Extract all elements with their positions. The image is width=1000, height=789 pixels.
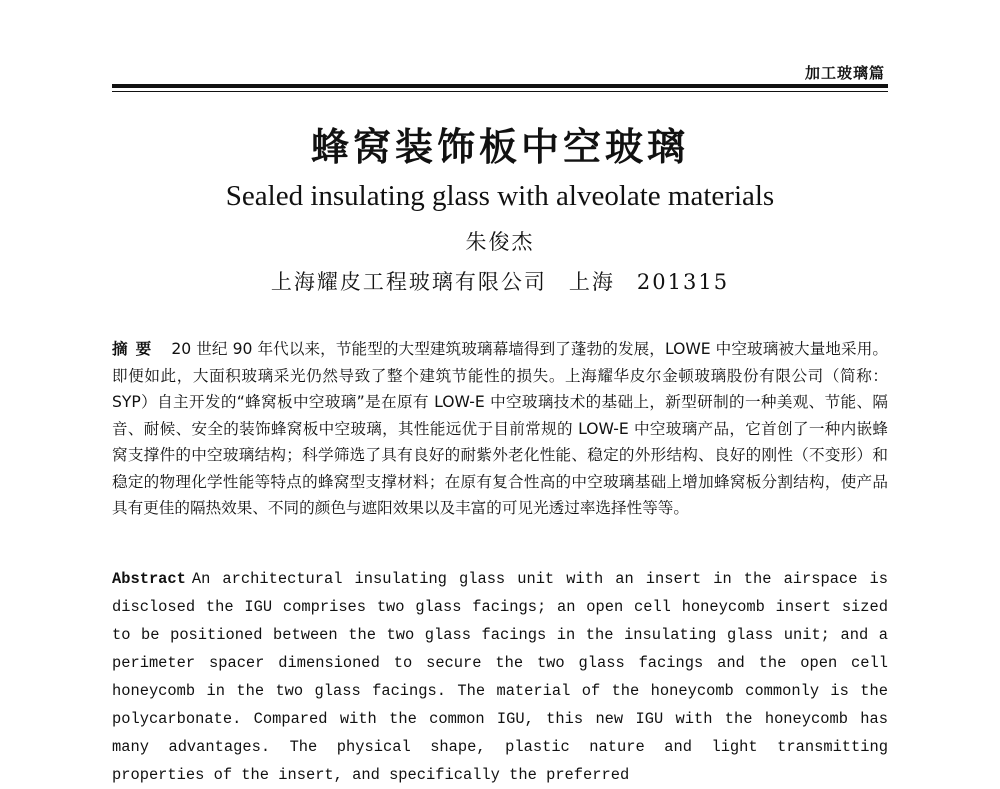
affiliation-city: 上海 [568,270,615,294]
author-name: 朱俊杰 [465,230,535,254]
abstract-en-text: An architectural insulating glass unit with an insert in the airspace is disclosed the IGU comprises two glass facings; an open cell honeycomb insert sized to be positioned between the two glass facings in the insulating glass unit; and a perimeter spacer dimensioned to secure the two glass facings and the open cell honeycomb in the two glass facings. The material of the honeycomb commonly is the polycarbonate. Compared with the common IGU, this new IGU with the honeycomb has many advantages. The physical shape, plastic nature and light transmitting properties of the insert, and specifically the preferred [112,570,888,784]
section-header: 加工玻璃篇 [804,64,885,82]
header-rule-thick [112,84,888,88]
header-rule-thin [112,91,888,92]
affiliation-company: 上海耀皮工程玻璃有限公司 [270,270,547,294]
article-title-en: Sealed insulating glass with alveolate materials [225,180,775,212]
abstract-en [112,565,888,789]
author-affiliation [0,266,1000,296]
abstract-zh [112,336,888,522]
affiliation-postcode: 201315 [636,270,730,294]
abstract-en-label: Abstract [112,570,186,588]
abstract-zh-label: 摘要 [112,340,160,358]
abstract-zh-text: 20 世纪 90 年代以来，节能型的大型建筑玻璃幕墙得到了蓬勃的发展，LOWE 中空玻璃被大量地采用。即便如此，大面积玻璃采光仍然导致了整个建筑节能性的损失。上海耀华皮尔金顿玻璃股份有限公司（简称：SYP）自主开发的“蜂窝板中空玻璃”是在原有 LOW-E 中空玻璃技术的基础上，新型研制的一种美观、节能、隔音、耐候、安全的装饰蜂窝板中空玻璃，其性能远优于目前常规的 LOW-E 中空玻璃产品，它首创了一种内嵌蜂窝支撑件的中空玻璃结构；科学筛选了具有良好的耐紫外老化性能、稳定的外形结构、良好的刚性（不变形）和稳定的物理化学性能等特点的蜂窝型支撑材料；在原有复合性高的中空玻璃基础上增加蜂窝板分割结构，使产品具有更佳的隔热效果、不同的颜色与遮阳效果以及丰富的可见光透过率选择性等等。 [112,340,888,517]
article-title-zh: 蜂窝装饰板中空玻璃 [310,125,689,169]
